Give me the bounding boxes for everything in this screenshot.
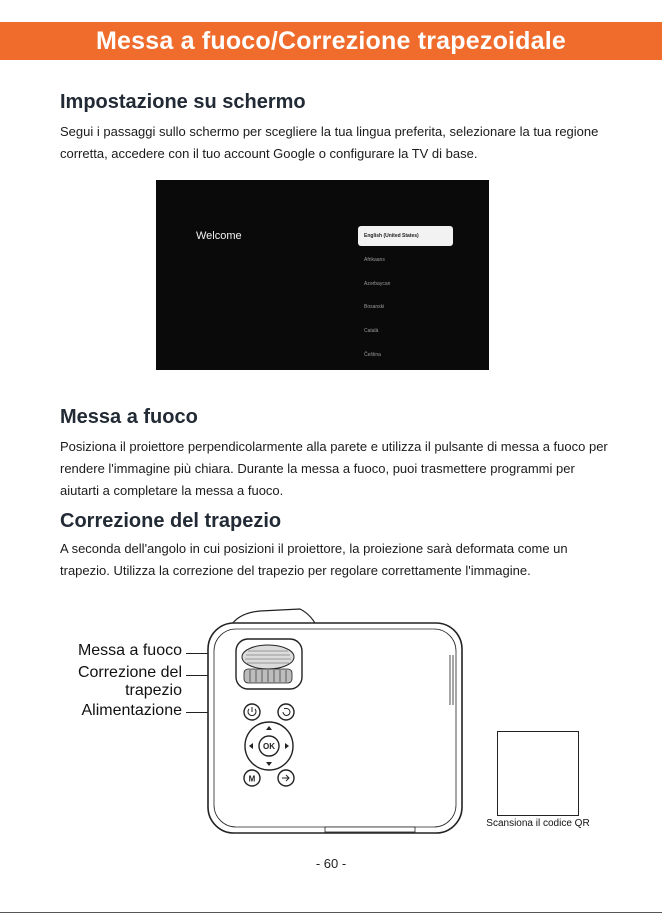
label-focus: Messa a fuoco xyxy=(77,642,182,659)
label-keystone-line1: Correzione del xyxy=(77,664,182,681)
welcome-screen-image xyxy=(156,180,489,370)
paragraph-keystone: A seconda dell'angolo in cui posizioni il proiettore, la proiezione sarà deformata come un trapezio. Utilizza la correzione del trapezio per regolare correttamente l'immagine. xyxy=(60,541,568,578)
heading-keystone: Correzione del trapezio xyxy=(60,510,282,532)
paragraph-focus: Posiziona il proiettore perpendicolarmente alla parete e utilizza il pulsante di messa a fuoco per rendere l'immagine più chiara. Durante la messa a fuoco, puoi trasmettere programmi per aiutarti a completare la messa a fuoco. xyxy=(60,439,608,498)
title-banner xyxy=(0,22,662,60)
label-power: Alimentazione xyxy=(81,702,182,719)
page-title: Messa a fuoco/Correzione trapezoidale xyxy=(95,26,567,55)
projector-illustration xyxy=(200,605,470,835)
label-keystone-line2: trapezio xyxy=(125,682,182,699)
language-option: Català xyxy=(364,328,379,334)
page-number: - 60 - xyxy=(315,856,347,871)
language-option-selected: English (United States) xyxy=(358,226,453,246)
language-option: Azərbaycan xyxy=(364,281,391,287)
ok-button-label: OK xyxy=(263,742,275,751)
qr-caption: Scansiona il codice QR xyxy=(486,818,590,829)
paragraph-on-screen-setup: Segui i passaggi sullo schermo per scegliere la tua lingua preferita, selezionare la tua regione corretta, accedere con il tuo account Google o configurare la TV di base. xyxy=(60,124,599,161)
footer-divider xyxy=(0,912,662,913)
language-option: Bosanski xyxy=(364,304,385,310)
language-option: Afrikaans xyxy=(364,257,385,263)
language-option: Čeština xyxy=(364,352,381,358)
menu-button-label: M xyxy=(248,774,256,784)
qr-code-box xyxy=(497,731,579,816)
heading-focus: Messa a fuoco xyxy=(60,406,198,428)
welcome-text: Welcome xyxy=(196,230,242,242)
heading-on-screen-setup: Impostazione su schermo xyxy=(60,91,306,113)
